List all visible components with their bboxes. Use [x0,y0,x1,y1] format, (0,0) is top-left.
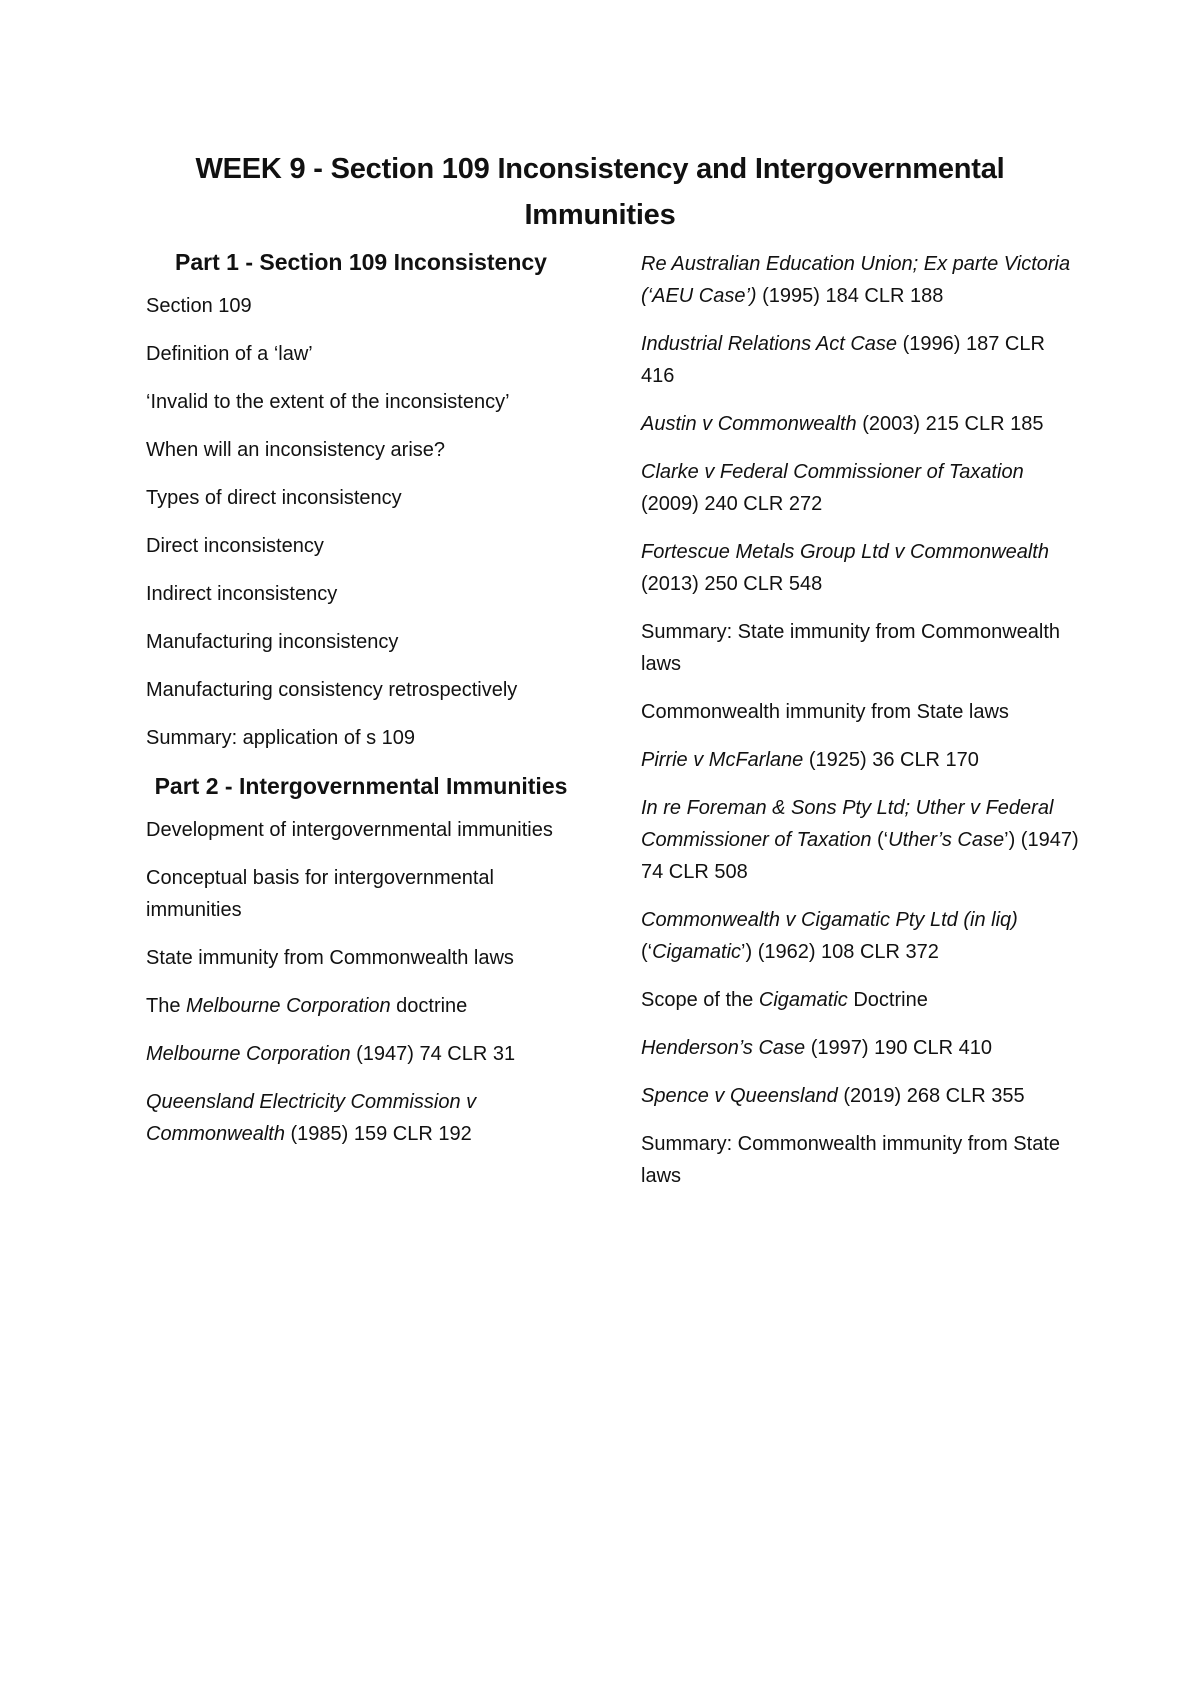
case-name: Fortescue Metals Group Ltd v Commonwealth [641,541,1049,563]
list-item: ‘Invalid to the extent of the inconsistency’ [146,391,510,413]
case-citation: (1996) 187 CLR 416 [641,333,1045,387]
case-name: Pirrie v McFarlane [641,749,804,771]
case-citation: ’) (1962) 108 CLR 372 [741,941,939,963]
case-citation: (2009) 240 CLR 272 [641,493,823,515]
list-item-scope-cigamatic [641,984,1081,1016]
page-title: WEEK 9 - Section 109 Inconsistency and Intergovernmental Immunities [195,153,1005,231]
case-entry-henderson [641,1032,1081,1064]
list-item: Development of intergovernmental immunities [146,819,553,841]
part1-heading: Part 1 - Section 109 Inconsistency [175,249,547,275]
case-entry-qec [146,1086,576,1150]
list-item: Conceptual basis for intergovernmental immunities [146,867,494,921]
case-name: Clarke v Federal Commissioner of Taxation [641,461,1024,483]
text-segment: The [146,995,187,1017]
text-segment: Doctrine [847,989,928,1011]
case-name: In re Foreman & Sons Pty Ltd; Uther v Federal Commissioner of Taxation [641,797,1054,851]
list-item: Commonwealth immunity from State laws [641,701,1009,723]
case-entry-austin [641,408,1081,440]
case-name: Industrial Relations Act Case [641,333,898,355]
case-entry-spence [641,1080,1081,1112]
part2-heading: Part 2 - Intergovernmental Immunities [154,773,568,799]
case-name: Re Australian Education Union; Ex parte Victoria (‘AEU Case’) [641,253,1071,307]
list-item: Summary: State immunity from Commonwealth laws [641,621,1061,675]
text-segment: (‘ [641,941,653,963]
list-item: When will an inconsistency arise? [146,439,446,461]
case-citation: (1997) 190 CLR 410 [805,1037,992,1059]
list-item: Types of direct inconsistency [146,487,402,509]
case-citation: (1925) 36 CLR 170 [803,749,979,771]
list-item: Indirect inconsistency [146,583,338,605]
case-entry-uther [641,792,1081,888]
list-item: Section 109 [146,295,252,317]
list-item: Summary: application of s 109 [146,727,416,749]
case-entry-aeu [641,248,1081,312]
case-citation: (2013) 250 CLR 548 [641,573,823,595]
case-entry-pirrie [641,744,1081,776]
case-name: Cigamatic [758,989,848,1011]
list-item: Direct inconsistency [146,535,324,557]
text-segment: doctrine [390,995,468,1017]
case-citation: (1947) 74 CLR 31 [350,1043,516,1065]
list-item: Manufacturing inconsistency [146,631,399,653]
case-entry-ira [641,328,1081,392]
list-item: Manufacturing consistency retrospectively [146,679,518,701]
case-short-name: Uther’s Case [888,829,1005,851]
list-item-melbourne-doctrine [146,990,576,1022]
case-name: Austin v Commonwealth [641,413,857,435]
case-citation: (2019) 268 CLR 355 [837,1085,1025,1107]
case-name: Melbourne Corporation [186,995,391,1017]
list-item: Summary: Commonwealth immunity from State laws [641,1133,1061,1187]
text-segment: (‘ [871,829,889,851]
case-entry-clarke [641,456,1081,520]
case-citation: (2003) 215 CLR 185 [856,413,1044,435]
left-column [146,248,576,1166]
case-name: Spence v Queensland [641,1085,838,1107]
list-item: Definition of a ‘law’ [146,343,313,365]
right-column [641,248,1081,1208]
case-name: Henderson’s Case [641,1037,806,1059]
case-entry-fortescue [641,536,1081,600]
case-name: Commonwealth v Cigamatic Pty Ltd (in liq) [641,909,1018,931]
text-segment: Scope of the [641,989,759,1011]
case-citation: (1995) 184 CLR 188 [756,285,944,307]
case-citation: (1985) 159 CLR 192 [284,1123,472,1145]
case-entry-melbourne [146,1038,576,1070]
list-item: State immunity from Commonwealth laws [146,947,514,969]
case-entry-cigamatic [641,904,1081,968]
case-short-name: Cigamatic [652,941,742,963]
case-name: Melbourne Corporation [146,1043,351,1065]
case-citation: ’) (1947) 74 CLR 508 [641,829,1079,883]
case-name: Queensland Electricity Commission v Commonwealth [146,1091,477,1145]
